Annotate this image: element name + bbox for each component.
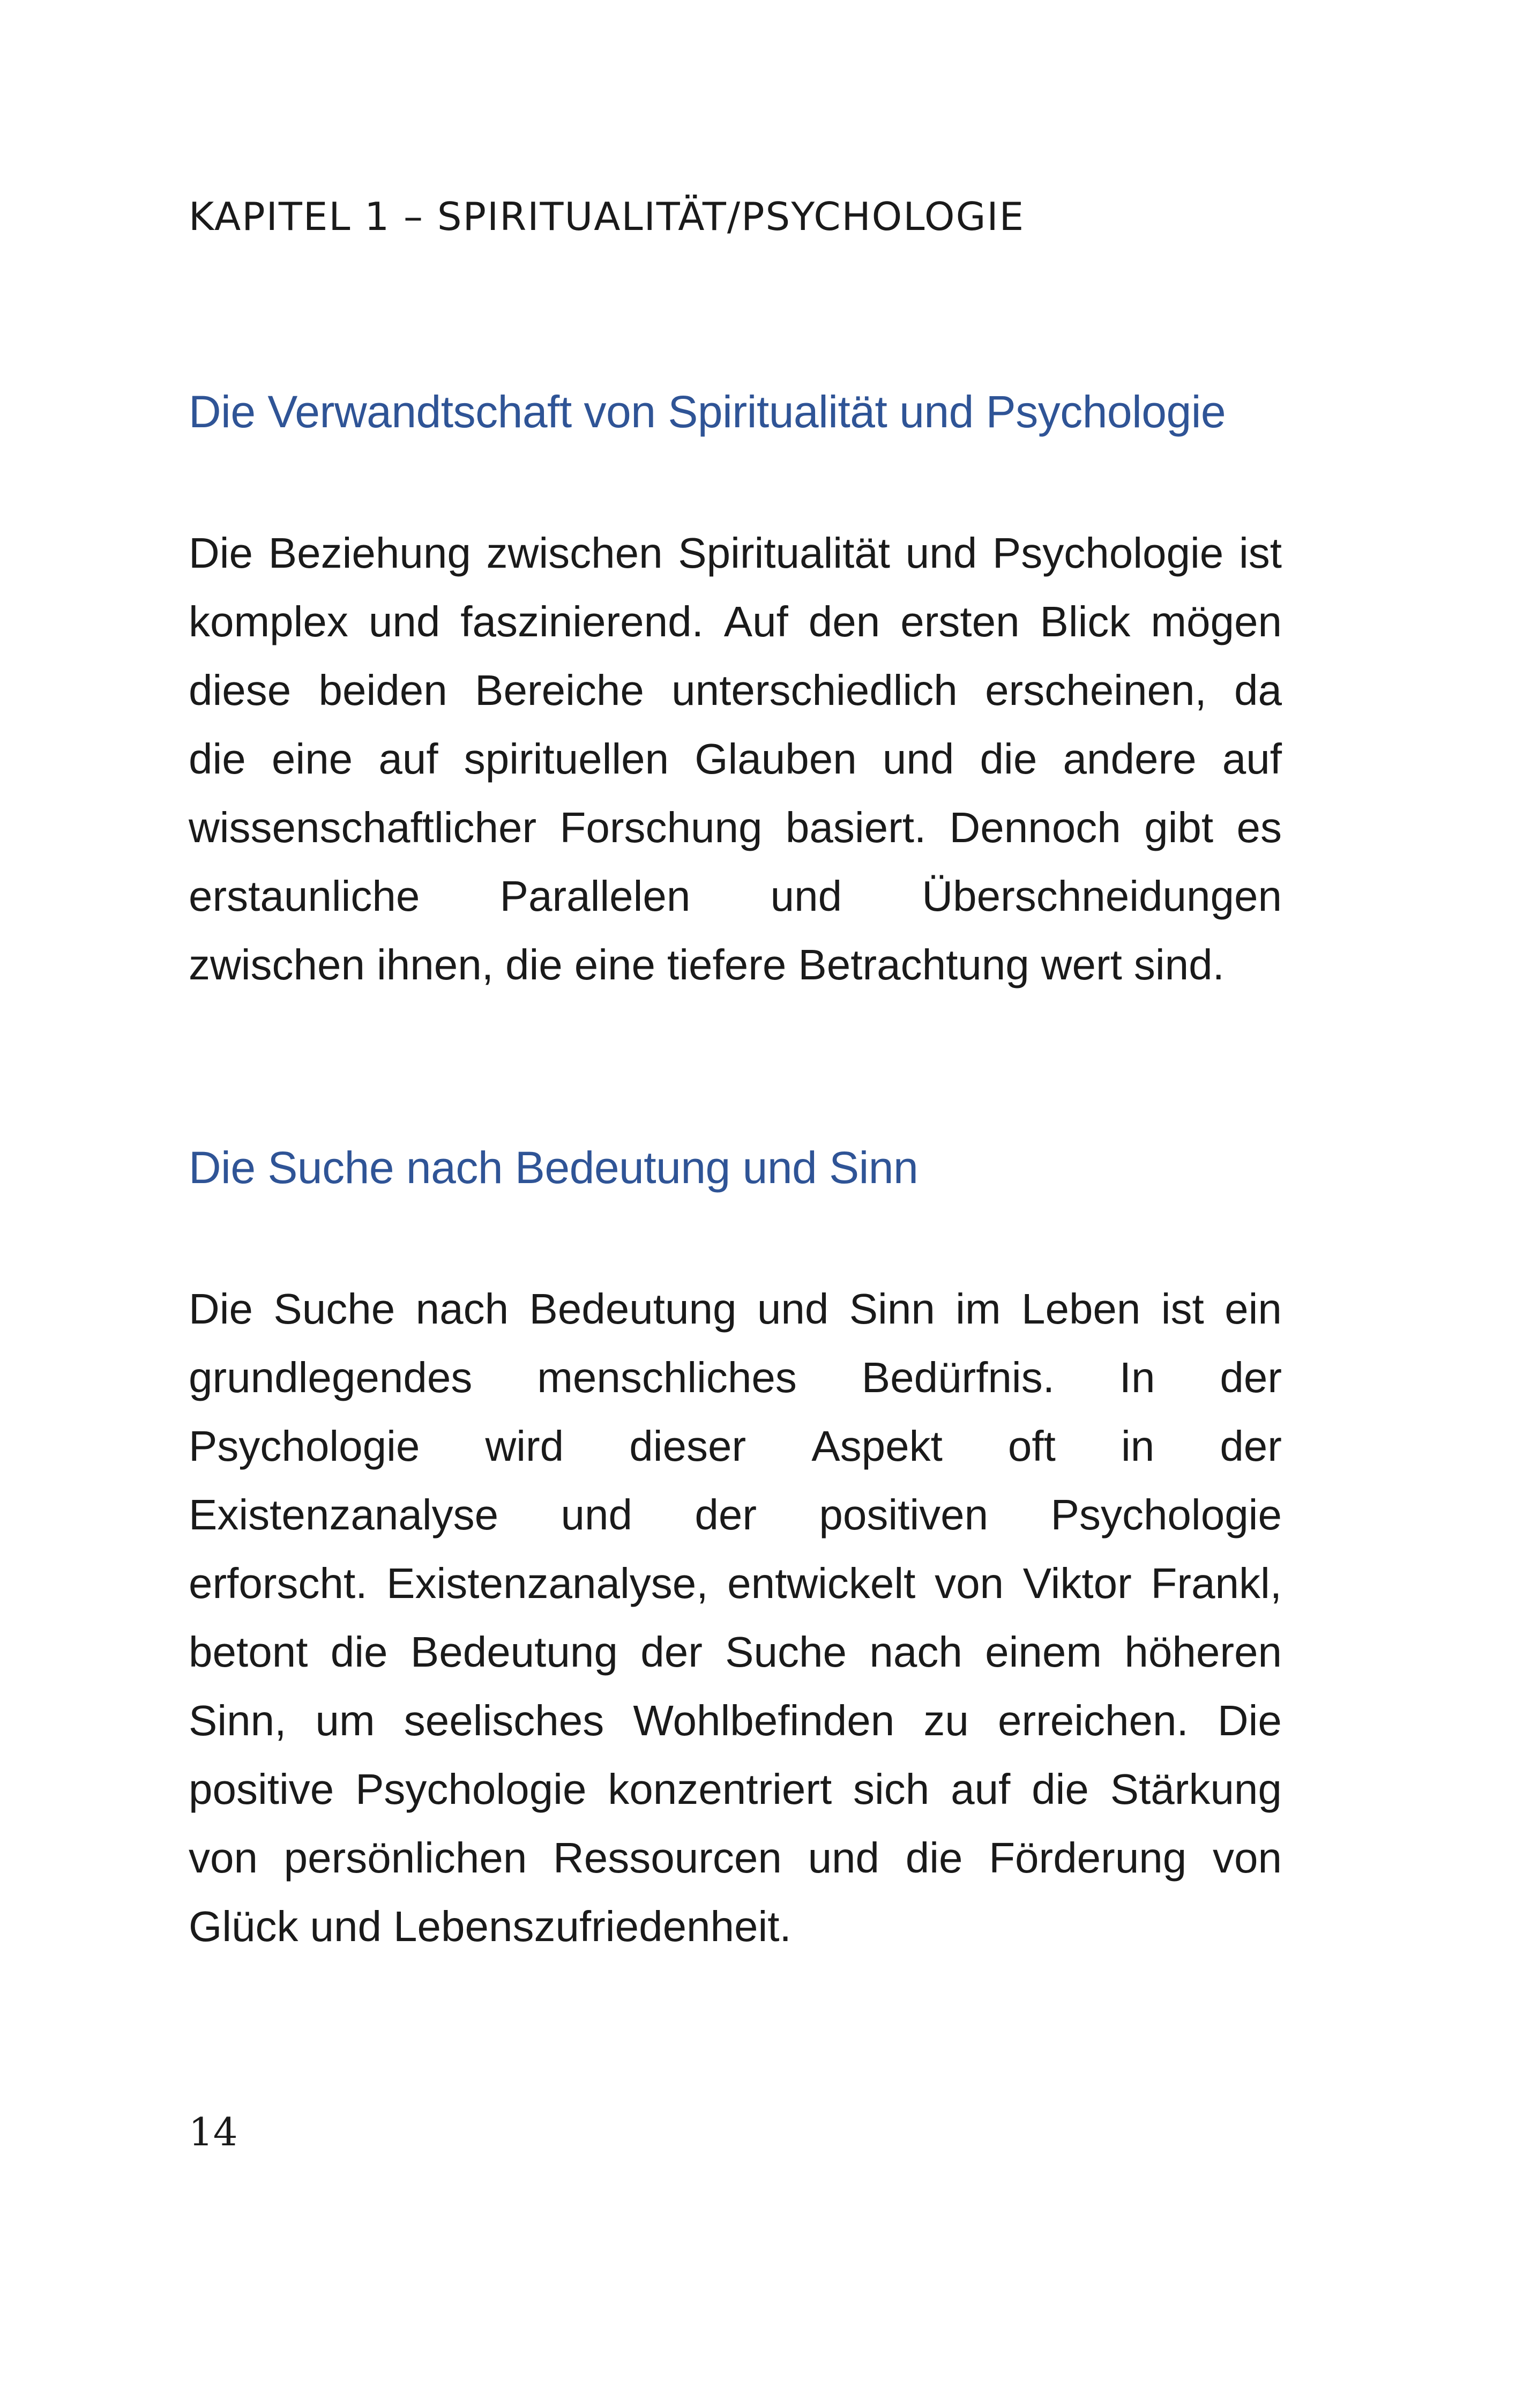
word: eine bbox=[271, 735, 353, 783]
paragraph-line bbox=[189, 931, 1282, 999]
word: Sinn bbox=[849, 1285, 935, 1333]
word: dieser bbox=[629, 1422, 746, 1470]
paragraph-line bbox=[189, 862, 1282, 931]
word: nach bbox=[869, 1628, 962, 1676]
word: den bbox=[808, 598, 880, 645]
word: unterschiedlich bbox=[671, 666, 958, 714]
word: erreichen. bbox=[997, 1697, 1189, 1744]
word: von bbox=[189, 1834, 258, 1882]
word: Die bbox=[1217, 1697, 1282, 1744]
word: beiden bbox=[318, 666, 447, 714]
word: ist bbox=[1239, 529, 1282, 577]
word: gibt bbox=[1144, 804, 1214, 851]
paragraph-line bbox=[189, 588, 1282, 656]
word: Psychologie bbox=[355, 1765, 587, 1813]
page-number: 14 bbox=[189, 2109, 238, 2154]
word: basiert. bbox=[785, 804, 927, 851]
word: faszinierend. bbox=[460, 598, 704, 645]
word: und bbox=[310, 1902, 382, 1950]
word: von bbox=[935, 1559, 1004, 1607]
word: tiefere bbox=[667, 941, 787, 989]
word: der bbox=[1220, 1354, 1282, 1401]
word: Existenzanalyse, bbox=[386, 1559, 708, 1607]
word: da bbox=[1234, 666, 1282, 714]
paragraph-line bbox=[189, 1481, 1282, 1549]
word: auf bbox=[378, 735, 438, 783]
word: wissenschaftlicher bbox=[189, 804, 537, 851]
word: es bbox=[1236, 804, 1282, 851]
paragraph-line bbox=[189, 1343, 1282, 1412]
word: die bbox=[1032, 1765, 1089, 1813]
word: Frankl, bbox=[1151, 1559, 1282, 1607]
word: im bbox=[955, 1285, 1001, 1333]
word: Spiritualität bbox=[678, 529, 891, 577]
chapter-header: KAPITEL 1 – SPIRITUALITÄT/PSYCHOLOGIE bbox=[189, 194, 1025, 239]
word: auf bbox=[1222, 735, 1282, 783]
paragraph-line bbox=[189, 1824, 1282, 1892]
word: ersten bbox=[900, 598, 1020, 645]
word: Dennoch bbox=[949, 804, 1121, 851]
word: Lebenszufriedenheit. bbox=[393, 1902, 792, 1950]
word: einem bbox=[985, 1628, 1102, 1676]
word: und bbox=[561, 1491, 632, 1539]
word: Suche bbox=[273, 1285, 395, 1333]
word: Bedeutung bbox=[529, 1285, 737, 1333]
word: Beziehung bbox=[268, 529, 471, 577]
word: von bbox=[1212, 1834, 1282, 1882]
word: Glück bbox=[189, 1902, 298, 1950]
word: Die bbox=[189, 529, 253, 577]
word: Glauben bbox=[695, 735, 857, 783]
paragraph-line bbox=[189, 1412, 1282, 1481]
word: komplex bbox=[189, 598, 348, 645]
word: Aspekt bbox=[811, 1422, 943, 1470]
word: eine bbox=[574, 941, 656, 989]
word: Existenzanalyse bbox=[189, 1491, 499, 1539]
section-heading-verwandtschaft: Die Verwandtschaft von Spiritualität und Psychologie bbox=[189, 387, 1226, 437]
word: der bbox=[695, 1491, 757, 1539]
word: grundlegendes bbox=[189, 1354, 473, 1401]
word: Viktor bbox=[1022, 1559, 1132, 1607]
word: auf bbox=[951, 1765, 1011, 1813]
word: ihnen, bbox=[377, 941, 494, 989]
paragraph-verwandtschaft bbox=[189, 519, 1282, 999]
paragraph-line bbox=[189, 1618, 1282, 1686]
word: diese bbox=[189, 666, 292, 714]
word: spirituellen bbox=[464, 735, 669, 783]
word: der bbox=[640, 1628, 703, 1676]
paragraph-line bbox=[189, 1892, 1282, 1961]
paragraph-suche-nach-sinn bbox=[189, 1275, 1282, 1961]
word: und bbox=[905, 529, 977, 577]
word: die bbox=[330, 1628, 388, 1676]
word: Auf bbox=[723, 598, 788, 645]
paragraph-line bbox=[189, 793, 1282, 862]
word: zwischen bbox=[486, 529, 663, 577]
word: nach bbox=[415, 1285, 509, 1333]
word: sich bbox=[853, 1765, 930, 1813]
word: Bedeutung bbox=[410, 1628, 618, 1676]
word: persönlichen bbox=[283, 1834, 527, 1882]
paragraph-line bbox=[189, 725, 1282, 793]
word: Sinn, bbox=[189, 1697, 287, 1744]
word: oft bbox=[1007, 1422, 1056, 1470]
word: mögen bbox=[1151, 598, 1282, 645]
paragraph-line bbox=[189, 1686, 1282, 1755]
word: um bbox=[315, 1697, 375, 1744]
word: Psychologie bbox=[1050, 1491, 1282, 1539]
word: Bereiche bbox=[475, 666, 644, 714]
word: konzentriert bbox=[608, 1765, 832, 1813]
word: Überschneidungen bbox=[922, 872, 1282, 920]
word: betont bbox=[189, 1628, 308, 1676]
word: erstaunliche bbox=[189, 872, 420, 920]
word: positive bbox=[189, 1765, 334, 1813]
word: Die bbox=[189, 1285, 253, 1333]
word: Förderung bbox=[989, 1834, 1187, 1882]
word: In bbox=[1119, 1354, 1155, 1401]
section-heading-suche-nach-sinn: Die Suche nach Bedeutung und Sinn bbox=[189, 1142, 919, 1193]
word: die bbox=[980, 735, 1037, 783]
word: der bbox=[1220, 1422, 1282, 1470]
word: menschliches bbox=[537, 1354, 797, 1401]
word: entwickelt bbox=[727, 1559, 916, 1607]
word: zwischen bbox=[189, 941, 365, 989]
word: die bbox=[505, 941, 563, 989]
word: Betrachtung bbox=[798, 941, 1029, 989]
word: Wohlbefinden bbox=[633, 1697, 895, 1744]
word: die bbox=[189, 735, 246, 783]
word: Ressourcen bbox=[553, 1834, 782, 1882]
word: höheren bbox=[1124, 1628, 1282, 1676]
word: Suche bbox=[725, 1628, 847, 1676]
paragraph-line bbox=[189, 519, 1282, 588]
word: Parallelen bbox=[499, 872, 691, 920]
word: und bbox=[757, 1285, 829, 1333]
word: ein bbox=[1225, 1285, 1282, 1333]
word: und bbox=[882, 735, 954, 783]
word: sind. bbox=[1133, 941, 1225, 989]
word: und bbox=[808, 1834, 880, 1882]
word: wird bbox=[485, 1422, 564, 1470]
word: Stärkung bbox=[1110, 1765, 1282, 1813]
word: erscheinen, bbox=[985, 666, 1207, 714]
paragraph-line bbox=[189, 1275, 1282, 1343]
word: ist bbox=[1161, 1285, 1204, 1333]
word: die bbox=[905, 1834, 963, 1882]
word: seelisches bbox=[404, 1697, 604, 1744]
word: Forschung bbox=[559, 804, 763, 851]
word: erforscht. bbox=[189, 1559, 368, 1607]
word: Leben bbox=[1021, 1285, 1141, 1333]
paragraph-line bbox=[189, 1549, 1282, 1618]
word: positiven bbox=[819, 1491, 989, 1539]
word: Psychologie bbox=[992, 529, 1224, 577]
word: zu bbox=[923, 1697, 969, 1744]
word: andere bbox=[1063, 735, 1197, 783]
paragraph-line bbox=[189, 1755, 1282, 1824]
word: Psychologie bbox=[189, 1422, 420, 1470]
word: Blick bbox=[1040, 598, 1131, 645]
word: Bedürfnis. bbox=[861, 1354, 1055, 1401]
word: in bbox=[1121, 1422, 1155, 1470]
paragraph-line bbox=[189, 656, 1282, 725]
word: wert bbox=[1041, 941, 1122, 989]
word: und bbox=[770, 872, 842, 920]
word: und bbox=[368, 598, 441, 645]
